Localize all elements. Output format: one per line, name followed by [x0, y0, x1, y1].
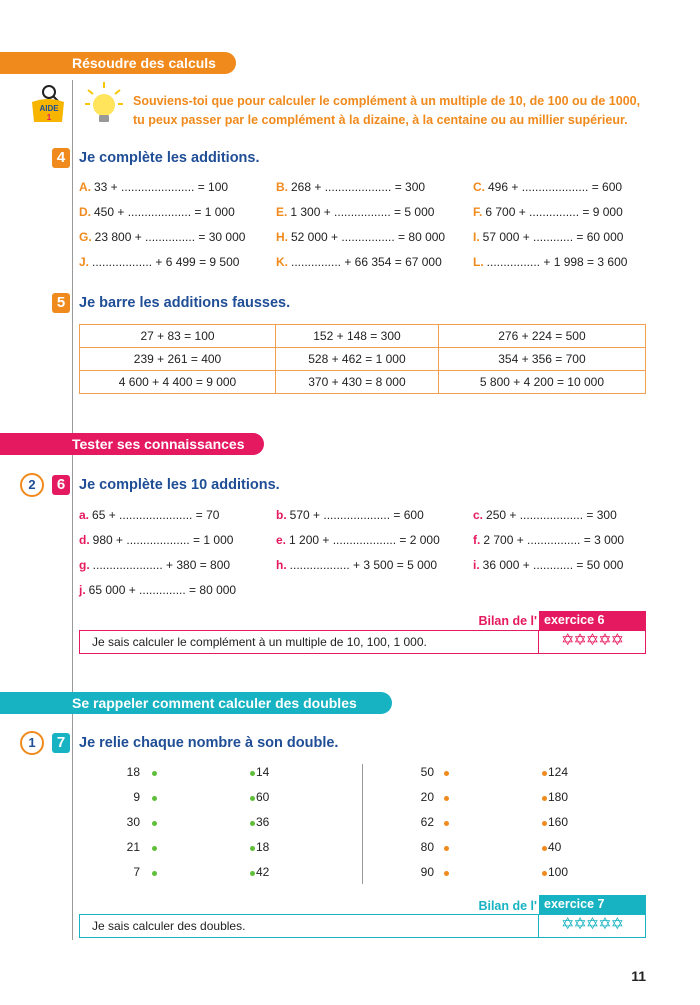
number-item: 18 [126, 765, 140, 779]
item-label: D. [79, 205, 91, 219]
number-item: 62 [420, 815, 434, 829]
table-cell[interactable]: 4 600 + 4 400 = 9 000 [80, 371, 276, 394]
item-equation: 570 + .................... = 600 [289, 508, 424, 522]
timer-icon: 1 [20, 731, 44, 755]
number-item: 50 [420, 765, 434, 779]
double-item: 14 [256, 765, 270, 779]
item-equation: 33 + ...................... = 100 [94, 180, 229, 194]
addition-item[interactable] [79, 180, 228, 194]
item-equation: 450 + ................... = 1 000 [94, 205, 235, 219]
section-title: Tester ses connaissances [72, 436, 245, 452]
table-cell[interactable]: 239 + 261 = 400 [80, 348, 276, 371]
exercise-title: Je complète les additions. [79, 150, 260, 166]
addition-item[interactable] [473, 205, 623, 219]
item-equation: 65 + ...................... = 70 [92, 508, 220, 522]
table-cell[interactable]: 27 + 83 = 100 [80, 325, 276, 348]
item-label: a. [79, 508, 90, 522]
table-cell[interactable]: 528 + 462 = 1 000 [276, 348, 439, 371]
exercise-number: 5 [52, 293, 70, 313]
link-dot[interactable] [152, 871, 157, 876]
addition-item[interactable] [79, 205, 235, 219]
item-label: f. [473, 533, 481, 547]
addition-item[interactable] [276, 230, 445, 244]
item-equation: .................. + 6 499 = 9 500 [92, 255, 240, 269]
item-label: H. [276, 230, 288, 244]
item-label: c. [473, 508, 484, 522]
item-label: j. [79, 583, 86, 597]
exercise-number: 6 [52, 475, 70, 495]
item-equation: 65 000 + .............. = 80 000 [88, 583, 237, 597]
exercise-title: Je relie chaque nombre à son double. [79, 735, 339, 751]
addition-item[interactable] [79, 508, 219, 522]
number-item: 9 [133, 790, 140, 804]
addition-item[interactable] [79, 583, 236, 597]
number-item: 30 [126, 815, 140, 829]
double-item: 36 [256, 815, 270, 829]
link-dot[interactable] [444, 771, 449, 776]
addition-item[interactable] [473, 533, 624, 547]
link-dot[interactable] [444, 846, 449, 851]
number-item: 7 [133, 865, 140, 879]
link-dot[interactable] [250, 821, 255, 826]
table-cell[interactable]: 370 + 430 = 8 000 [276, 371, 439, 394]
additions-table [79, 324, 646, 394]
link-dot[interactable] [542, 846, 547, 851]
bilan-box [79, 630, 646, 654]
item-equation: 250 + ................... = 300 [486, 508, 617, 522]
link-dot[interactable] [152, 821, 157, 826]
exercise-title: Je complète les 10 additions. [79, 477, 280, 493]
item-equation: 2 700 + ................ = 3 000 [483, 533, 625, 547]
addition-item[interactable] [276, 533, 440, 547]
link-dot[interactable] [444, 821, 449, 826]
table-cell[interactable]: 276 + 224 = 500 [438, 325, 645, 348]
section-header-doubles [0, 692, 392, 714]
item-label: J. [79, 255, 90, 269]
exercise-number: 7 [52, 733, 70, 753]
table-cell[interactable]: 354 + 356 = 700 [438, 348, 645, 371]
table-row [80, 348, 646, 371]
item-label: C. [473, 180, 485, 194]
addition-item[interactable] [473, 230, 623, 244]
item-label: G. [79, 230, 92, 244]
item-label: E. [276, 205, 288, 219]
item-label: F. [473, 205, 483, 219]
addition-item[interactable] [473, 180, 622, 194]
section-header-tester [0, 433, 264, 455]
table-row [80, 325, 646, 348]
item-label: A. [79, 180, 91, 194]
number-item: 20 [420, 790, 434, 804]
addition-item[interactable] [276, 205, 434, 219]
item-equation: 1 300 + ................. = 5 000 [290, 205, 435, 219]
item-equation: 23 800 + ............... = 30 000 [94, 230, 246, 244]
lightbulb-icon [84, 80, 124, 128]
link-dot[interactable] [152, 796, 157, 801]
exercise-number: 4 [52, 148, 70, 168]
aide-tip [133, 92, 673, 130]
item-equation: 980 + ................... = 1 000 [92, 533, 234, 547]
addition-item[interactable] [276, 558, 437, 572]
addition-item[interactable] [276, 255, 442, 269]
item-equation: 496 + .................... = 600 [488, 180, 623, 194]
item-label: K. [276, 255, 288, 269]
item-equation: 268 + .................... = 300 [291, 180, 426, 194]
item-equation: ................ + 1 998 = 3 600 [486, 255, 628, 269]
addition-item[interactable] [473, 508, 617, 522]
link-dot[interactable] [542, 821, 547, 826]
aide-badge [28, 84, 68, 124]
section-title: Résoudre des calculs [72, 55, 216, 71]
table-cell[interactable]: 5 800 + 4 200 = 10 000 [438, 371, 645, 394]
addition-item[interactable] [79, 533, 233, 547]
item-label: B. [276, 180, 288, 194]
bilan-tab: exercice 6 [539, 611, 646, 630]
item-equation: 1 200 + ................... = 2 000 [289, 533, 440, 547]
addition-item[interactable] [473, 558, 623, 572]
number-item: 90 [420, 865, 434, 879]
link-dot[interactable] [250, 871, 255, 876]
number-item: 80 [420, 840, 434, 854]
rating-stars-icon[interactable]: ✡✡✡✡✡ [538, 915, 645, 937]
double-item: 100 [548, 865, 569, 879]
link-dot[interactable] [152, 846, 157, 851]
bilan-text: Je sais calculer le complément à un multiple de 10, 100, 1 000. [92, 635, 427, 649]
link-dot[interactable] [444, 796, 449, 801]
bilan-label: Bilan de l' [478, 899, 537, 913]
double-item: 40 [548, 840, 562, 854]
item-label: I. [473, 230, 480, 244]
number-item: 21 [126, 840, 140, 854]
item-label: L. [473, 255, 484, 269]
link-dot[interactable] [250, 796, 255, 801]
link-dot[interactable] [542, 796, 547, 801]
link-dot[interactable] [250, 771, 255, 776]
page-number: 11 [631, 968, 646, 984]
table-row [80, 371, 646, 394]
item-label: e. [276, 533, 287, 547]
bilan-label: Bilan de l' [478, 614, 537, 628]
item-equation: 52 000 + ................ = 80 000 [291, 230, 446, 244]
rating-stars-icon[interactable]: ✡✡✡✡✡ [538, 631, 645, 653]
column-divider [362, 764, 363, 884]
addition-item[interactable] [276, 508, 424, 522]
item-label: g. [79, 558, 90, 572]
aide-number: 1 [46, 113, 52, 122]
table-cell[interactable]: 152 + 148 = 300 [276, 325, 439, 348]
item-equation: 57 000 + ............ = 60 000 [482, 230, 624, 244]
tip-line-1: Souviens-toi que pour calculer le complément à un multiple de 10, de 100 ou de 1000, [133, 94, 641, 108]
item-label: i. [473, 558, 480, 572]
item-equation: 6 700 + ............... = 9 000 [485, 205, 623, 219]
item-equation: .................. + 3 500 = 5 000 [289, 558, 438, 572]
addition-item[interactable] [79, 558, 230, 572]
addition-item[interactable] [79, 230, 245, 244]
bilan-text: Je sais calculer des doubles. [92, 919, 246, 933]
double-item: 60 [256, 790, 270, 804]
item-equation: ..................... + 380 = 800 [92, 558, 231, 572]
bilan-tab: exercice 7 [539, 895, 646, 914]
addition-item[interactable] [473, 255, 627, 269]
bilan-box [79, 914, 646, 938]
exercise-title: Je barre les additions fausses. [79, 295, 291, 311]
item-equation: ............... + 66 354 = 67 000 [291, 255, 442, 269]
double-item: 180 [548, 790, 569, 804]
timer-icon: 2 [20, 473, 44, 497]
margin-rule [72, 80, 73, 940]
double-item: 18 [256, 840, 270, 854]
double-item: 124 [548, 765, 569, 779]
addition-item[interactable] [79, 255, 239, 269]
tip-line-2: tu peux passer par le complément à la dizaine, à la centaine ou au millier supérieur. [133, 113, 628, 127]
addition-item[interactable] [276, 180, 425, 194]
double-item: 42 [256, 865, 270, 879]
double-item: 160 [548, 815, 569, 829]
item-label: h. [276, 558, 287, 572]
link-dot[interactable] [542, 871, 547, 876]
link-dot[interactable] [542, 771, 547, 776]
item-label: b. [276, 508, 287, 522]
link-dot[interactable] [444, 871, 449, 876]
link-dot[interactable] [250, 846, 255, 851]
section-title: Se rappeler comment calculer des doubles [72, 695, 357, 711]
section-header-resoudre [0, 52, 236, 74]
link-dot[interactable] [152, 771, 157, 776]
item-equation: 36 000 + ............ = 50 000 [482, 558, 624, 572]
aide-word: AIDE [39, 104, 59, 113]
item-label: d. [79, 533, 90, 547]
